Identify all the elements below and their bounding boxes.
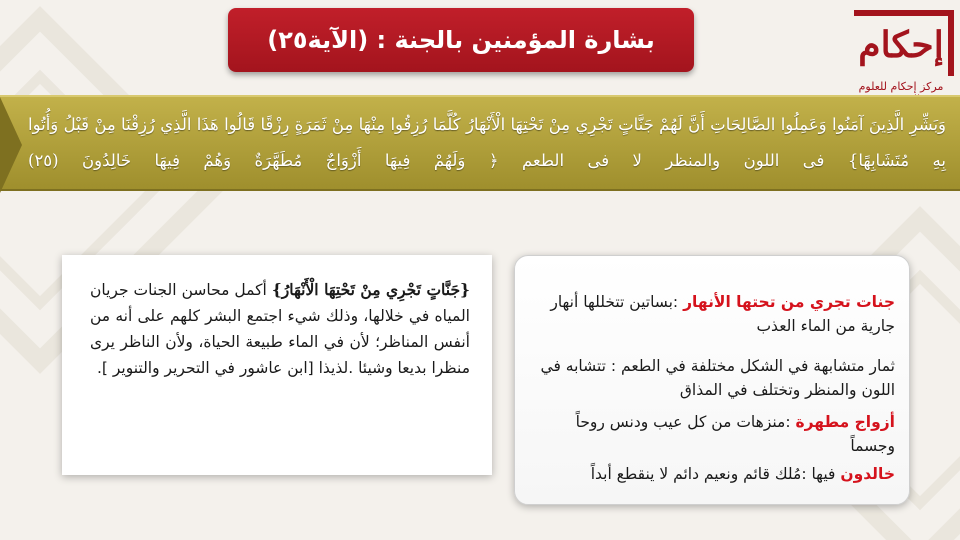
page-title: بشارة المؤمنين بالجنة : (الآية٢٥) <box>267 26 655 54</box>
verse-text: وَبَشِّرِ الَّذِينَ آمَنُوا وَعَمِلُوا الصَّالِحَاتِ أَنَّ لَهُمْ جَنَّاتٍ تَجْرِي مِنْ تَحْتِهَا الْأَنْهَارُ كُلَّمَا رُزِقُوا مِنْهَا مِنْ ثَمَرَةٍ رِزْقًا قَالُوا هَذَا الَّذِي رُزِقْنَا مِنْ قَبْلُ وَأُتُوا بِهِ مُتَشَابِهًا} فى اللون والمنظر لا فى الطعم ﴿ وَلَهُمْ فِيهَا أَزْوَاجٌ مُطَهَّرَةٌ وَهُمْ فِيهَا خَالِدُونَ (٢٥) <box>28 115 946 170</box>
note-key: خالدون <box>840 465 895 483</box>
note-text: ثمار متشابهة في الشكل مختلفة في الطعم : تتشابه في اللون والمنظر وتختلف في المذاق <box>540 357 895 399</box>
verse-band <box>0 95 960 191</box>
logo-mark: إحكام <box>858 24 944 66</box>
notes-panel <box>514 255 910 505</box>
verse-arrow-decoration <box>0 97 22 193</box>
tafsir-body: أكمل محاسن الجنات جريان المياه في خلالها، وذلك شيء اجتمع البشر كلهم على أنه من أنفس المناظر؛ لأن في الماء طبيعة الحياة، ولأن الناظر يرى منظرا بديعا وشيئا .لذيذا [ابن عاشور في التحرير والتنوير ]. <box>90 281 470 377</box>
note-key: أزواج مطهرة <box>795 413 895 431</box>
note-item-gardens <box>529 290 895 338</box>
note-item-fruits <box>529 354 895 402</box>
tafsir-text <box>90 277 470 381</box>
logo <box>846 10 956 96</box>
note-item-spouses <box>529 410 895 458</box>
note-key: جنات تجري من تحتها الأنهار <box>683 293 895 311</box>
note-text: :منزهات من كل عيب ودنس روحاً وجسماً <box>575 413 895 455</box>
tafsir-panel <box>62 255 492 475</box>
logo-subtitle: مركز إحكام للعلوم <box>858 80 944 93</box>
title-banner <box>228 8 694 72</box>
note-text: :بساتين تتخللها أنهار جارية من الماء العذب <box>550 293 895 335</box>
note-text: فيها :مُلك قائم ونعيم دائم لا ينقطع أبداً <box>590 465 836 483</box>
tafsir-highlight: {جَنَّاتٍ تَجْرِي مِنْ تَحْتِهَا الْأَنْهَارُ} <box>271 280 470 299</box>
note-item-eternal <box>529 462 895 486</box>
